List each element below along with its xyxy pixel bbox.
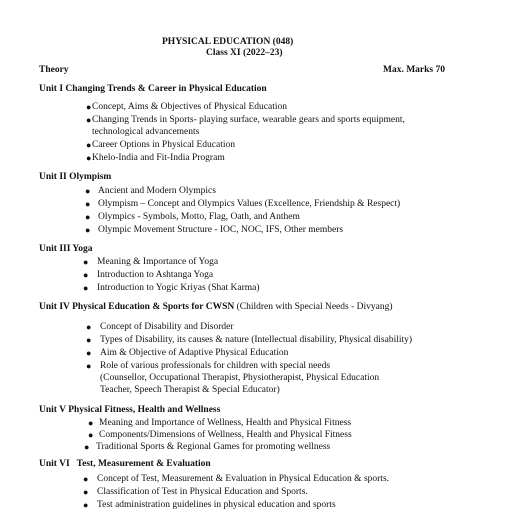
unit-3-heading: Unit III Yoga [39, 244, 93, 254]
unit-1-heading: Unit I Changing Trends & Career in Physical Education [39, 84, 267, 94]
list-item-continuation: technological advancements [92, 127, 200, 137]
list-item: Meaning and Importance of Wellness, Health and Physical Fitness [99, 418, 352, 428]
bullet-icon: ● [85, 199, 91, 209]
class-subtitle: Class XI (2022–23) [206, 48, 283, 58]
list-item: Ancient and Modern Olympics [98, 186, 216, 196]
bullet-icon: ● [86, 335, 92, 345]
list-item: Test administration guidelines in physical education and sports [97, 500, 336, 510]
list-item: Olympism – Concept and Olympics Values (Excellence, Friendship & Respect) [98, 199, 401, 209]
list-item: Concept, Aims & Objectives of Physical Education [92, 102, 287, 112]
bullet-icon: ● [83, 283, 89, 293]
bullet-icon: ● [85, 186, 91, 196]
list-item: Olympics - Symbols, Motto, Flag, Oath, and Anthem [98, 212, 300, 222]
list-item: Traditional Sports & Regional Games for promoting wellness [96, 442, 331, 452]
max-marks-label: Max. Marks 70 [383, 65, 446, 75]
bullet-icon: ● [85, 225, 91, 235]
page-title: PHYSICAL EDUCATION (048) [162, 37, 294, 47]
unit-5-heading: Unit V Physical Fitness, Health and Wellness [39, 405, 221, 415]
bullet-icon: ● [84, 442, 90, 452]
list-item: Classification of Test in Physical Education and Sports. [97, 487, 308, 497]
bullet-icon: ● [85, 212, 91, 222]
bullet-icon: ● [88, 430, 94, 440]
unit-6-heading: Unit VI Test, Measurement & Evaluation [39, 459, 211, 469]
unit-4-heading-note: (Children with Special Needs - Divyang) [236, 302, 393, 312]
list-item: Meaning & Importance of Yoga [97, 257, 219, 267]
unit-4-heading-bold: Unit IV Physical Education & Sports for CWSN [39, 302, 235, 312]
list-item-continuation: (Counsellor, Occupational Therapist, Physiotherapist, Physical Education [100, 373, 380, 383]
list-item: Changing Trends in Sports- playing surface, wearable gears and sports equipment, [92, 115, 405, 125]
bullet-icon: ● [86, 322, 92, 332]
list-item: Career Options in Physical Education [92, 140, 235, 150]
bullet-icon: ● [86, 361, 92, 371]
bullet-icon: ● [86, 102, 92, 112]
list-item-continuation: Teacher, Speech Therapist & Special Educator) [100, 385, 280, 395]
list-item: Concept of Test, Measurement & Evaluation in Physical Education & sports. [97, 474, 390, 484]
bullet-icon: ● [83, 270, 89, 280]
bullet-icon: ● [86, 115, 92, 125]
list-item: Introduction to Ashtanga Yoga [97, 270, 214, 280]
bullet-icon: ● [83, 474, 89, 484]
list-item: Components/Dimensions of Wellness, Health and Physical Fitness [99, 430, 352, 440]
list-item: Types of Disability, its causes & nature (Intellectual disability, Physical disability) [100, 335, 413, 345]
list-item: Aim & Objective of Adaptive Physical Education [100, 348, 289, 358]
list-item: Khelo-India and Fit-India Program [92, 153, 225, 163]
bullet-icon: ● [86, 153, 92, 163]
list-item: Concept of Disability and Disorder [100, 322, 234, 332]
bullet-icon: ● [88, 418, 94, 428]
unit-2-heading: Unit II Olympism [39, 172, 112, 182]
bullet-icon: ● [83, 500, 89, 510]
bullet-icon: ● [83, 487, 89, 497]
list-item: Olympic Movement Structure - IOC, NOC, IFS, Other members [98, 225, 344, 235]
list-item: Introduction to Yogic Kriyas (Shat Karma) [97, 283, 260, 293]
bullet-icon: ● [83, 257, 89, 267]
list-item: Role of various professionals for children with special needs [100, 361, 331, 371]
theory-label: Theory [39, 65, 69, 75]
bullet-icon: ● [86, 140, 92, 150]
bullet-icon: ● [86, 348, 92, 358]
unit-4-heading [39, 301, 393, 313]
